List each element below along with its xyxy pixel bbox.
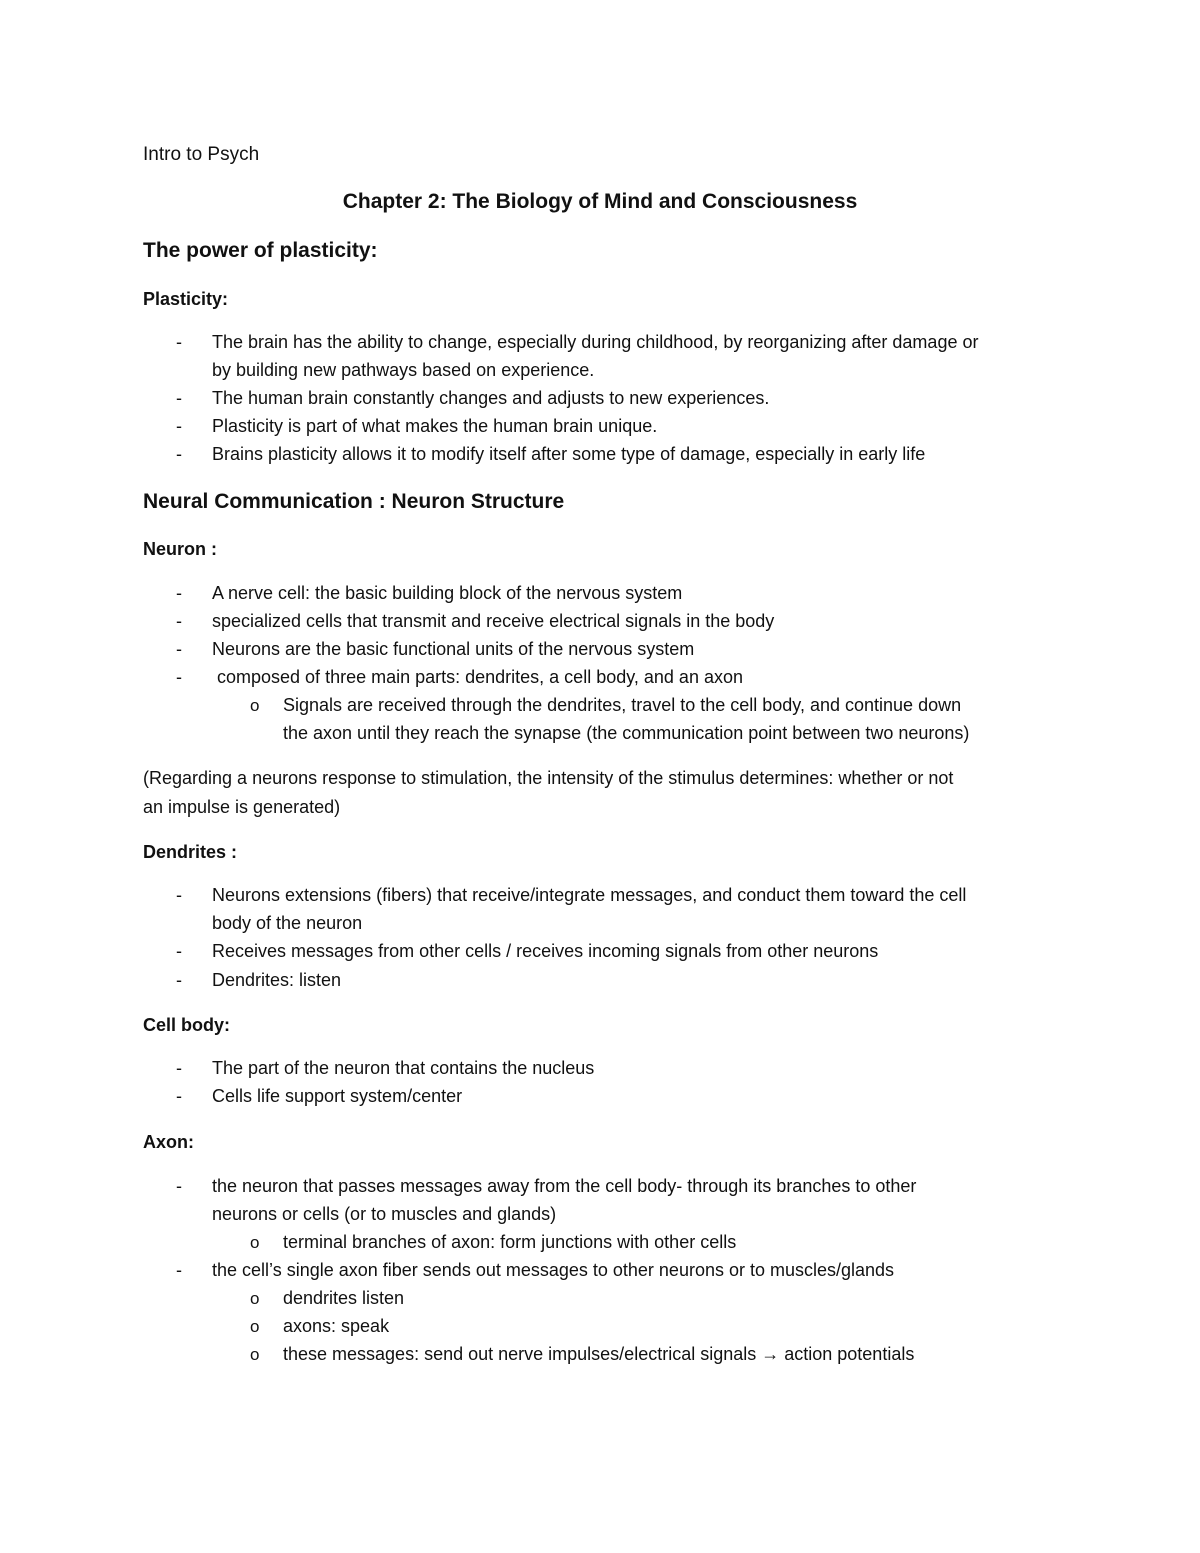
course-label: Intro to Psych [143, 144, 260, 165]
list-dash: - [176, 1260, 182, 1280]
list-item: the cell’s single axon fiber sends out messages to other neurons or to muscles/glands [212, 1260, 895, 1280]
sub-list-item: these messages: send out nerve impulses/electrical signals → action potentials [283, 1344, 915, 1364]
sub-list-item-continued: the axon until they reach the synapse (the communication point between two neurons) [283, 723, 970, 743]
list-dash: - [176, 444, 182, 464]
list-item: Plasticity is part of what makes the human brain unique. [212, 416, 658, 436]
list-dash: - [176, 667, 182, 687]
list-item: Brains plasticity allows it to modify itself after some type of damage, especially in early life [212, 444, 926, 464]
term-plasticity: Plasticity: [143, 289, 229, 309]
list-item: The brain has the ability to change, especially during childhood, by reorganizing after damage or [212, 332, 979, 352]
sub-bullet-circle: o [250, 1233, 260, 1252]
neuron-note-line: an impulse is generated) [143, 797, 341, 817]
list-item: Dendrites: listen [212, 970, 342, 990]
list-dash: - [176, 885, 182, 905]
sub-list-item: dendrites listen [283, 1288, 405, 1308]
list-dash: - [176, 583, 182, 603]
list-dash: - [176, 388, 182, 408]
neuron-note-line: (Regarding a neurons response to stimulation, the intensity of the stimulus determines: whether or not [143, 768, 954, 788]
sub-list-item: axons: speak [283, 1316, 390, 1336]
list-item: specialized cells that transmit and receive electrical signals in the body [212, 611, 775, 631]
sub-bullet-circle: o [250, 1289, 260, 1308]
list-item: Receives messages from other cells / receives incoming signals from other neurons [212, 941, 879, 961]
list-item: Neurons extensions (fibers) that receive/integrate messages, and conduct them toward the cell [212, 885, 967, 905]
list-item: Neurons are the basic functional units of the nervous system [212, 639, 695, 659]
list-dash: - [176, 611, 182, 631]
list-item-continued: by building new pathways based on experience. [212, 360, 595, 380]
sub-bullet-circle: o [250, 1317, 260, 1336]
list-dash: - [176, 1058, 182, 1078]
list-dash: - [176, 941, 182, 961]
list-dash: - [176, 970, 182, 990]
list-item: The human brain constantly changes and adjusts to new experiences. [212, 388, 770, 408]
list-item-continued: body of the neuron [212, 913, 363, 933]
term-neuron: Neuron : [143, 539, 217, 559]
sub-list-item: Signals are received through the dendrites, travel to the cell body, and continue down [283, 695, 962, 715]
term-cell-body: Cell body: [143, 1015, 231, 1035]
list-dash: - [176, 416, 182, 436]
list-dash: - [176, 332, 182, 352]
list-item: the neuron that passes messages away from the cell body- through its branches to other [212, 1176, 917, 1196]
chapter-title: Chapter 2: The Biology of Mind and Consciousness [342, 190, 858, 213]
term-dendrites: Dendrites : [143, 842, 238, 862]
section-heading-neural-communication: Neural Communication : Neuron Structure [143, 490, 565, 513]
list-item-continued: neurons or cells (or to muscles and glands) [212, 1204, 557, 1224]
list-item: composed of three main parts: dendrites, a cell body, and an axon [212, 667, 743, 687]
term-axon: Axon: [143, 1132, 194, 1152]
list-dash: - [176, 1086, 182, 1106]
list-item: Cells life support system/center [212, 1086, 463, 1106]
section-heading-plasticity: The power of plasticity: [143, 239, 378, 262]
list-item: The part of the neuron that contains the nucleus [212, 1058, 595, 1078]
list-dash: - [176, 1176, 182, 1196]
sub-bullet-circle: o [250, 696, 260, 715]
list-dash: - [176, 639, 182, 659]
sub-list-item: terminal branches of axon: form junctions with other cells [283, 1232, 737, 1252]
list-item: A nerve cell: the basic building block of the nervous system [212, 583, 683, 603]
sub-bullet-circle: o [250, 1345, 260, 1364]
